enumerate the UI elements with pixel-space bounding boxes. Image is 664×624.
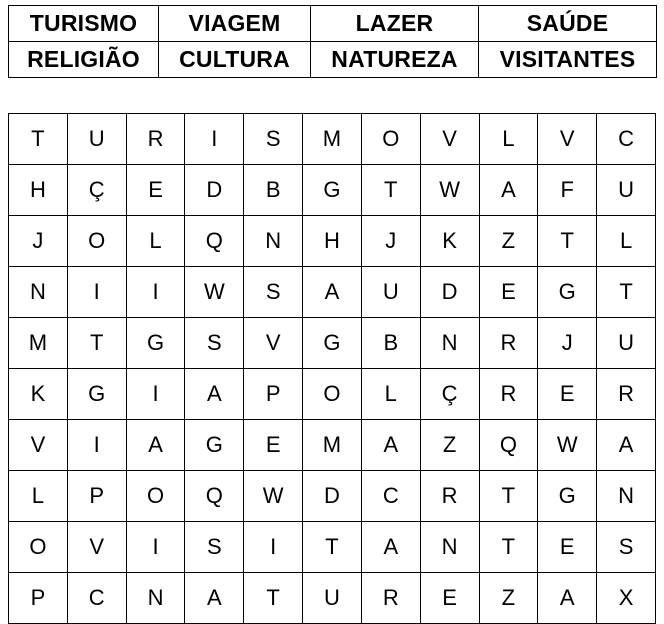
grid-letter-cell: G xyxy=(126,318,185,369)
grid-letter-cell: P xyxy=(244,369,303,420)
grid-letter-cell: J xyxy=(361,216,420,267)
word-bank-word: SAÚDE xyxy=(479,6,657,42)
grid-letter-cell: O xyxy=(9,522,68,573)
grid-letter-cell: E xyxy=(126,165,185,216)
grid-row xyxy=(9,267,656,318)
grid-letter-cell: R xyxy=(479,318,538,369)
grid-letter-cell: Z xyxy=(420,420,479,471)
grid-letter-cell: M xyxy=(303,114,362,165)
grid-letter-cell: R xyxy=(420,471,479,522)
grid-letter-cell: T xyxy=(361,165,420,216)
grid-letter-cell: G xyxy=(67,369,126,420)
grid-row xyxy=(9,165,656,216)
grid-letter-cell: H xyxy=(9,165,68,216)
grid-letter-cell: P xyxy=(9,573,68,624)
grid-row xyxy=(9,369,656,420)
grid-letter-cell: T xyxy=(67,318,126,369)
grid-row xyxy=(9,573,656,624)
grid-letter-cell: N xyxy=(126,573,185,624)
grid-letter-cell: Q xyxy=(185,471,244,522)
grid-letter-cell: Q xyxy=(185,216,244,267)
grid-letter-cell: N xyxy=(420,318,479,369)
grid-row xyxy=(9,522,656,573)
grid-letter-cell: E xyxy=(538,522,597,573)
grid-letter-cell: T xyxy=(479,471,538,522)
grid-letter-cell: E xyxy=(244,420,303,471)
grid-letter-cell: A xyxy=(479,165,538,216)
grid-letter-cell: E xyxy=(538,369,597,420)
grid-letter-cell: V xyxy=(9,420,68,471)
grid-row xyxy=(9,471,656,522)
grid-letter-cell: F xyxy=(538,165,597,216)
grid-letter-cell: E xyxy=(420,573,479,624)
grid-letter-cell: O xyxy=(303,369,362,420)
grid-letter-cell: L xyxy=(126,216,185,267)
grid-letter-cell: Z xyxy=(479,216,538,267)
grid-letter-cell: S xyxy=(244,114,303,165)
grid-letter-cell: S xyxy=(597,522,656,573)
grid-letter-cell: B xyxy=(244,165,303,216)
grid-letter-cell: A xyxy=(538,573,597,624)
grid-letter-cell: G xyxy=(185,420,244,471)
grid-letter-cell: V xyxy=(538,114,597,165)
grid-letter-cell: W xyxy=(538,420,597,471)
grid-row xyxy=(9,216,656,267)
grid-letter-cell: I xyxy=(126,369,185,420)
grid-letter-cell: L xyxy=(361,369,420,420)
grid-letter-cell: M xyxy=(303,420,362,471)
grid-letter-cell: B xyxy=(361,318,420,369)
grid-letter-cell: C xyxy=(361,471,420,522)
grid-letter-cell: I xyxy=(126,267,185,318)
grid-letter-cell: D xyxy=(185,165,244,216)
word-bank-row xyxy=(9,42,657,78)
grid-letter-cell: N xyxy=(597,471,656,522)
grid-row xyxy=(9,420,656,471)
grid-letter-cell: T xyxy=(244,573,303,624)
grid-letter-cell: L xyxy=(597,216,656,267)
grid-letter-cell: U xyxy=(303,573,362,624)
grid-letter-cell: Z xyxy=(479,573,538,624)
grid-letter-cell: J xyxy=(538,318,597,369)
grid-letter-cell: I xyxy=(67,420,126,471)
grid-letter-cell: I xyxy=(244,522,303,573)
grid-letter-cell: I xyxy=(67,267,126,318)
grid-row xyxy=(9,114,656,165)
grid-letter-cell: Ç xyxy=(420,369,479,420)
grid-letter-cell: T xyxy=(303,522,362,573)
grid-letter-cell: U xyxy=(67,114,126,165)
grid-letter-cell: R xyxy=(597,369,656,420)
grid-letter-cell: R xyxy=(126,114,185,165)
grid-letter-cell: O xyxy=(67,216,126,267)
word-search-grid xyxy=(8,113,656,624)
grid-letter-cell: T xyxy=(538,216,597,267)
grid-letter-cell: R xyxy=(479,369,538,420)
grid-letter-cell: D xyxy=(303,471,362,522)
word-bank-word: CULTURA xyxy=(159,42,311,78)
grid-letter-cell: A xyxy=(303,267,362,318)
grid-letter-cell: A xyxy=(361,420,420,471)
grid-letter-cell: V xyxy=(67,522,126,573)
grid-letter-cell: Q xyxy=(479,420,538,471)
grid-letter-cell: V xyxy=(420,114,479,165)
grid-letter-cell: N xyxy=(244,216,303,267)
grid-letter-cell: M xyxy=(9,318,68,369)
grid-letter-cell: G xyxy=(303,165,362,216)
grid-letter-cell: T xyxy=(597,267,656,318)
grid-letter-cell: K xyxy=(9,369,68,420)
word-bank-word: NATUREZA xyxy=(311,42,479,78)
grid-letter-cell: T xyxy=(479,522,538,573)
word-bank xyxy=(8,5,657,78)
word-bank-word: VIAGEM xyxy=(159,6,311,42)
grid-row xyxy=(9,318,656,369)
grid-letter-cell: L xyxy=(9,471,68,522)
grid-letter-cell: A xyxy=(126,420,185,471)
grid-letter-cell: U xyxy=(597,318,656,369)
grid-letter-cell: H xyxy=(303,216,362,267)
grid-letter-cell: C xyxy=(67,573,126,624)
word-bank-word: TURISMO xyxy=(9,6,159,42)
grid-letter-cell: D xyxy=(420,267,479,318)
grid-letter-cell: G xyxy=(538,267,597,318)
grid-letter-cell: I xyxy=(185,114,244,165)
grid-letter-cell: O xyxy=(361,114,420,165)
grid-letter-cell: S xyxy=(244,267,303,318)
grid-letter-cell: P xyxy=(67,471,126,522)
grid-letter-cell: I xyxy=(126,522,185,573)
word-bank-word: RELIGIÃO xyxy=(9,42,159,78)
grid-letter-cell: W xyxy=(420,165,479,216)
grid-letter-cell: A xyxy=(597,420,656,471)
grid-letter-cell: S xyxy=(185,318,244,369)
grid-letter-cell: X xyxy=(597,573,656,624)
grid-letter-cell: A xyxy=(185,573,244,624)
word-bank-word: VISITANTES xyxy=(479,42,657,78)
word-bank-word: LAZER xyxy=(311,6,479,42)
grid-letter-cell: W xyxy=(244,471,303,522)
grid-letter-cell: J xyxy=(9,216,68,267)
grid-letter-cell: R xyxy=(361,573,420,624)
grid-letter-cell: A xyxy=(361,522,420,573)
grid-letter-cell: G xyxy=(303,318,362,369)
grid-letter-cell: V xyxy=(244,318,303,369)
grid-letter-cell: W xyxy=(185,267,244,318)
grid-letter-cell: C xyxy=(597,114,656,165)
grid-letter-cell: A xyxy=(185,369,244,420)
grid-letter-cell: G xyxy=(538,471,597,522)
grid-letter-cell: U xyxy=(597,165,656,216)
grid-letter-cell: K xyxy=(420,216,479,267)
grid-letter-cell: T xyxy=(9,114,68,165)
grid-letter-cell: N xyxy=(420,522,479,573)
grid-letter-cell: S xyxy=(185,522,244,573)
grid-letter-cell: L xyxy=(479,114,538,165)
grid-letter-cell: Ç xyxy=(67,165,126,216)
word-bank-row xyxy=(9,6,657,42)
grid-letter-cell: E xyxy=(479,267,538,318)
grid-letter-cell: U xyxy=(361,267,420,318)
grid-letter-cell: O xyxy=(126,471,185,522)
grid-letter-cell: N xyxy=(9,267,68,318)
